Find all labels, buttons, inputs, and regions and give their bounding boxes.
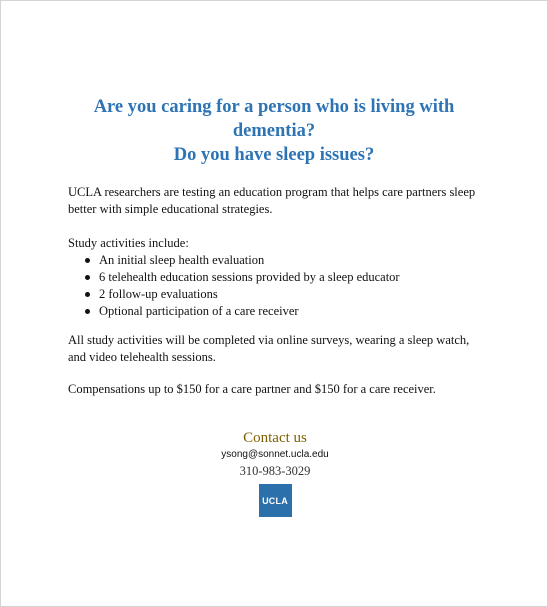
bullet-icon (85, 292, 90, 297)
activity-text: An initial sleep health evaluation (99, 253, 265, 267)
bullet-icon (85, 258, 90, 263)
headline-line-2: Do you have sleep issues? (173, 145, 375, 165)
bullet-icon (85, 309, 90, 314)
contact-email[interactable]: ysong@sonnet.ucla.edu (221, 449, 329, 460)
online-note-paragraph: All study activities will be completed via online surveys, wearing a sleep watch, and video telehealth sessions. (68, 333, 470, 364)
bullet-icon (85, 275, 90, 280)
headline-line-1: Are you caring for a person who is living with dementia? (93, 97, 455, 141)
contact-section (1, 429, 548, 517)
list-item (68, 303, 480, 320)
activity-text: 6 telehealth education sessions provided by a sleep educator (99, 270, 400, 284)
intro-paragraph: UCLA researchers are testing an education program that helps care partners sleep better with simple educational strategies. (68, 185, 476, 216)
logo-text: UCLA (262, 495, 288, 506)
list-item (68, 286, 480, 303)
activity-text: 2 follow-up evaluations (99, 287, 218, 301)
activities-heading: Study activities include: (68, 236, 189, 250)
ucla-logo (259, 484, 292, 517)
contact-phone: 310-983-3029 (239, 464, 311, 478)
contact-heading: Contact us (243, 430, 307, 446)
flyer-body (68, 95, 480, 398)
headline (68, 95, 480, 167)
activities-list (68, 252, 480, 320)
list-item (68, 269, 480, 286)
activity-text: Optional participation of a care receiver (99, 304, 299, 318)
compensation-paragraph: Compensations up to $150 for a care partner and $150 for a care receiver. (68, 382, 436, 396)
list-item (68, 252, 480, 269)
